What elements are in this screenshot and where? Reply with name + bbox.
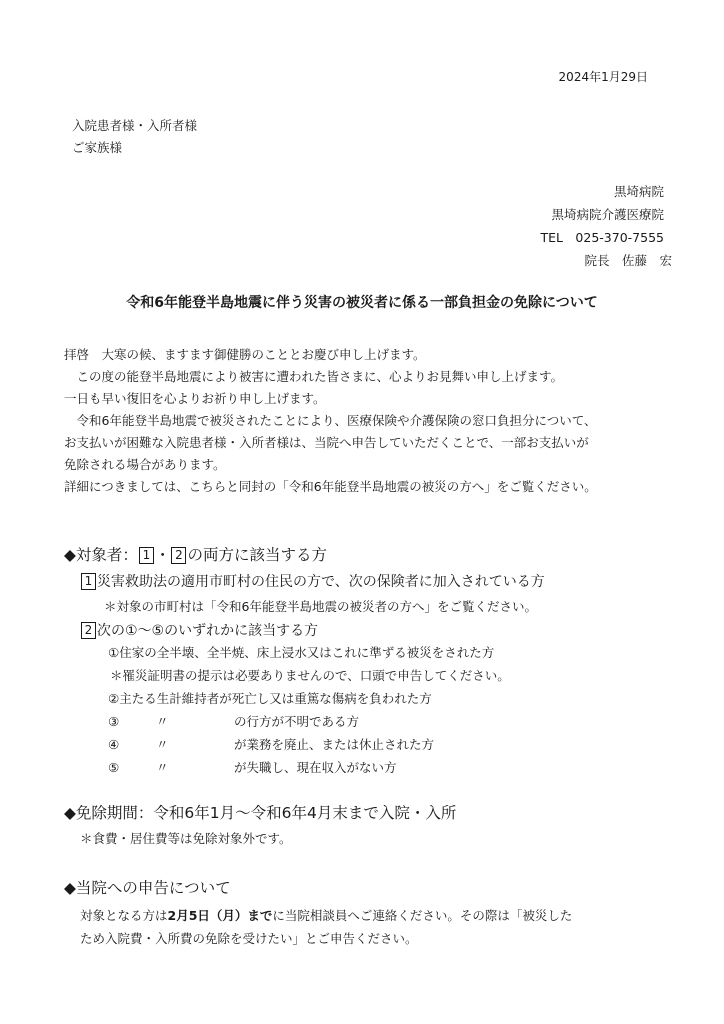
heading-prefix: ◆対象者： xyxy=(64,546,138,564)
section-period-heading: ◆免除期間：令和6年1月〜令和6年4月末まで入院・入所 xyxy=(64,804,457,822)
condition-number: ③ xyxy=(108,714,120,729)
eligibility-item-1 xyxy=(80,571,545,591)
condition-1: ①住家の全半壊、全半焼、床上浸水又はこれに準ずる被災をされた方 xyxy=(108,645,495,660)
item1-note: ＊対象の市町村は「令和6年能登半島地震の被災者の方へ」をご覧ください。 xyxy=(104,599,537,614)
text-segment: 対象となる方は xyxy=(80,908,168,923)
condition-1-note: ＊罹災証明書の提示は必要ありませんので、口頭で申告してください。 xyxy=(110,668,510,683)
condition-text: が失職し、現在収入がない方 xyxy=(234,760,397,775)
box-number-1: 1 xyxy=(81,573,96,590)
ditto-mark: 〃 xyxy=(156,714,169,729)
document-title: 令和6年能登半島地震に伴う災害の被災者に係る一部負担金の免除について xyxy=(126,295,598,311)
sender-care-facility: 黒埼病院介護医療院 xyxy=(551,207,664,222)
recipient-patients: 入院患者様・入所者様 xyxy=(72,118,198,133)
condition-2: ②主たる生計維持者が死亡し又は重篤な傷病を負われた方 xyxy=(108,691,432,706)
condition-4 xyxy=(108,735,434,753)
condition-number: ⑤ xyxy=(108,760,120,775)
document-date: 2024年1月29日 xyxy=(558,70,648,84)
text-segment: に当院相談員へご連絡ください。その際は「被災した xyxy=(272,908,573,923)
body-line: 令和6年能登半島地震で被災されたことにより、医療保険や介護保険の窓口負担分について、 xyxy=(64,413,597,428)
period-note: ＊食費・居住費等は免除対象外です。 xyxy=(80,831,292,846)
box-number-1: 1 xyxy=(139,547,154,564)
condition-5 xyxy=(108,758,397,776)
box-number-2: 2 xyxy=(171,547,186,564)
heading-suffix: の両方に該当する方 xyxy=(187,546,327,564)
ditto-mark: 〃 xyxy=(156,760,169,775)
middot: ・ xyxy=(154,546,171,564)
deadline-bold: 2月5日（月）まで xyxy=(167,908,273,923)
item-text: 次の①〜⑤のいずれかに該当する方 xyxy=(97,623,319,639)
condition-number: ④ xyxy=(108,737,120,752)
application-line-1 xyxy=(80,906,572,924)
box-number-2: 2 xyxy=(81,622,96,639)
body-line: 免除される場合があります。 xyxy=(64,457,226,472)
item-text: 災害救助法の適用市町村の住民の方で、次の保険者に加入されている方 xyxy=(97,574,545,590)
eligibility-item-2 xyxy=(80,620,318,640)
sender-director: 院長 佐藤 宏 xyxy=(584,253,672,268)
body-line: 拝啓 大寒の候、ますます御健勝のこととお慶び申し上げます。 xyxy=(64,347,426,362)
body-line: この度の能登半島地震により被害に遭われた皆さまに、心よりお見舞い申し上げます。 xyxy=(64,369,564,384)
body-line: 詳細につきましては、こちらと同封の「令和6年能登半島地震の被災の方へ」をご覧ください。 xyxy=(64,479,597,494)
section-eligibility-heading xyxy=(64,543,327,565)
application-line-2: ため入院費・入所費の免除を受けたい」とご申告ください。 xyxy=(80,931,418,946)
body-line: お支払いが困難な入院患者様・入所者様は、当院へ申告していただくことで、一部お支払いが xyxy=(64,435,589,450)
condition-3 xyxy=(108,712,359,730)
recipient-family: ご家族様 xyxy=(72,140,123,155)
condition-text: の行方が不明である方 xyxy=(234,714,360,729)
ditto-mark: 〃 xyxy=(156,737,169,752)
section-application-heading: ◆当院への申告について xyxy=(64,879,231,897)
sender-tel: TEL 025-370-7555 xyxy=(540,230,664,245)
body-line: 一日も早い復旧を心よりお祈り申し上げます。 xyxy=(64,391,326,406)
sender-hospital: 黒埼病院 xyxy=(613,184,664,199)
condition-text: が業務を廃止、または休止された方 xyxy=(234,737,435,752)
